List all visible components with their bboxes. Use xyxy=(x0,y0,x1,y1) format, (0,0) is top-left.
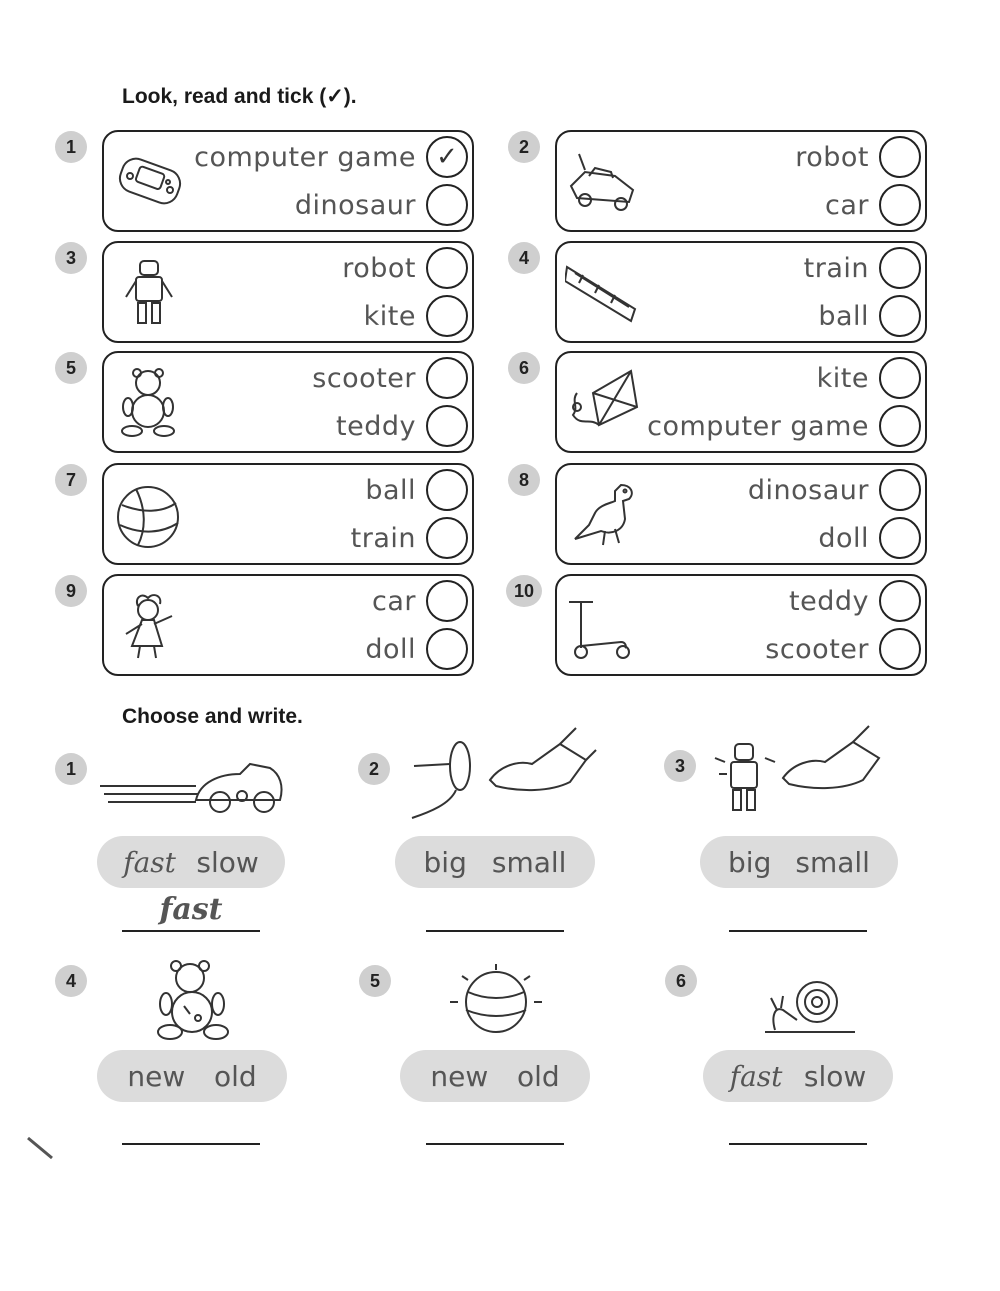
tick-circle[interactable] xyxy=(426,469,468,511)
option-word: dinosaur xyxy=(747,474,869,506)
choice-pill xyxy=(400,1050,590,1102)
tick-circle[interactable] xyxy=(426,295,468,337)
choice-word[interactable]: big xyxy=(423,845,467,879)
tick-circle[interactable] xyxy=(426,517,468,559)
choice-word[interactable]: slow xyxy=(196,845,259,879)
option-row[interactable] xyxy=(342,245,468,291)
option-row[interactable] xyxy=(365,626,468,672)
item-number: 10 xyxy=(506,575,542,607)
option-row[interactable] xyxy=(748,467,921,513)
option-row[interactable] xyxy=(804,245,921,291)
tick-circle[interactable] xyxy=(879,184,921,226)
tick-circle[interactable] xyxy=(879,628,921,670)
option-word: scooter xyxy=(312,362,416,394)
item-number: 2 xyxy=(358,753,390,785)
item-number: 2 xyxy=(508,131,540,163)
option-word: dinosaur xyxy=(294,189,416,221)
tick-circle[interactable] xyxy=(426,628,468,670)
tick-circle[interactable] xyxy=(879,247,921,289)
item-number: 8 xyxy=(508,464,540,496)
train-icon xyxy=(565,257,641,329)
option-word: train xyxy=(350,522,416,554)
option-row[interactable] xyxy=(795,134,921,180)
option-row[interactable] xyxy=(336,403,468,449)
option-word: car xyxy=(825,189,869,221)
tick-circle[interactable] xyxy=(426,405,468,447)
option-row[interactable] xyxy=(789,578,921,624)
item-number: 3 xyxy=(55,242,87,274)
answer-line[interactable] xyxy=(122,1103,260,1145)
item-number: 4 xyxy=(508,242,540,274)
dinosaur-icon xyxy=(565,479,641,551)
choice-word[interactable]: old xyxy=(516,1059,560,1093)
item-number: 3 xyxy=(664,750,696,782)
option-row[interactable] xyxy=(372,578,468,624)
option-word: kite xyxy=(363,300,416,332)
choice-pill xyxy=(97,836,285,888)
tick-circle[interactable] xyxy=(879,517,921,559)
option-word: teddy xyxy=(789,585,869,617)
answer-text: fast xyxy=(159,892,223,927)
robot-icon xyxy=(112,257,188,329)
choice-word[interactable]: slow xyxy=(803,1059,867,1093)
tick-circle[interactable] xyxy=(426,136,468,178)
tick-card-6 xyxy=(555,351,927,453)
car-icon xyxy=(565,146,641,218)
answer-line[interactable] xyxy=(729,890,867,932)
section-2-heading: Choose and write. xyxy=(122,705,303,728)
pencil-icon xyxy=(24,1134,58,1162)
item-number: 9 xyxy=(55,575,87,607)
tick-card-2 xyxy=(555,130,927,232)
tick-circle[interactable] xyxy=(426,184,468,226)
option-row[interactable] xyxy=(818,293,921,339)
tick-circle[interactable] xyxy=(879,469,921,511)
tick-card-1 xyxy=(102,130,474,232)
item-number: 6 xyxy=(508,352,540,384)
option-word: doll xyxy=(365,633,416,665)
item-number: 5 xyxy=(359,965,391,997)
choice-word[interactable]: fast xyxy=(729,1059,783,1093)
option-word: computer game xyxy=(194,141,416,173)
fast-car-icon xyxy=(100,752,290,818)
tick-circle[interactable] xyxy=(879,295,921,337)
choice-word[interactable]: new xyxy=(430,1059,489,1093)
option-word: scooter xyxy=(765,633,869,665)
ball-icon xyxy=(112,479,188,551)
choice-pill xyxy=(395,836,595,888)
tick-card-4 xyxy=(555,241,927,343)
choice-word[interactable]: big xyxy=(728,845,772,879)
option-word: teddy xyxy=(336,410,416,442)
tick-circle[interactable] xyxy=(426,247,468,289)
answer-line[interactable] xyxy=(122,890,260,932)
option-row[interactable] xyxy=(312,355,468,401)
option-word: robot xyxy=(342,252,416,284)
tick-circle[interactable] xyxy=(879,405,921,447)
tick-card-3 xyxy=(102,241,474,343)
option-word: doll xyxy=(818,522,869,554)
item-number: 4 xyxy=(55,965,87,997)
answer-line[interactable] xyxy=(426,1103,564,1145)
choice-pill xyxy=(703,1050,893,1102)
tick-card-9 xyxy=(102,574,474,676)
option-row[interactable] xyxy=(647,403,921,449)
option-row[interactable] xyxy=(365,467,468,513)
new-ball-icon xyxy=(446,960,546,1040)
computer-game-icon xyxy=(112,146,188,218)
option-word: car xyxy=(372,585,416,617)
old-teddy-icon xyxy=(150,958,240,1044)
option-word: computer game xyxy=(647,410,869,442)
teddy-icon xyxy=(112,367,188,439)
item-number: 1 xyxy=(55,131,87,163)
tick-card-5 xyxy=(102,351,474,453)
answer-line[interactable] xyxy=(426,890,564,932)
option-word: ball xyxy=(365,474,416,506)
tick-card-10 xyxy=(555,574,927,676)
kite-pointing-hand-icon xyxy=(400,720,600,820)
option-word: ball xyxy=(818,300,869,332)
item-number: 5 xyxy=(55,352,87,384)
kite-icon xyxy=(565,367,641,439)
tick-circle[interactable] xyxy=(879,580,921,622)
choice-word[interactable]: fast xyxy=(123,845,176,879)
option-word: robot xyxy=(795,141,869,173)
check-icon: ✓ xyxy=(436,142,458,172)
scooter-icon xyxy=(565,590,641,662)
tick-circle[interactable] xyxy=(879,136,921,178)
tick-card-8 xyxy=(555,463,927,565)
tick-circle[interactable] xyxy=(426,580,468,622)
option-row[interactable] xyxy=(364,293,468,339)
option-word: kite xyxy=(816,362,869,394)
option-row[interactable] xyxy=(295,182,468,228)
tick-circle[interactable] xyxy=(426,357,468,399)
item-number: 7 xyxy=(55,464,87,496)
tick-card-7 xyxy=(102,463,474,565)
option-row[interactable] xyxy=(818,515,921,561)
robot-pointing-hand-icon xyxy=(705,718,890,818)
option-row[interactable] xyxy=(351,515,468,561)
option-row[interactable] xyxy=(765,626,921,672)
choice-word[interactable]: small xyxy=(491,845,567,879)
doll-icon xyxy=(112,590,188,662)
tick-circle[interactable] xyxy=(879,357,921,399)
section-1-heading: Look, read and tick (✓). xyxy=(122,85,357,108)
choice-word[interactable]: new xyxy=(127,1059,186,1093)
option-row[interactable] xyxy=(825,182,921,228)
snail-icon xyxy=(755,976,865,1038)
option-row[interactable] xyxy=(817,355,921,401)
option-row[interactable] xyxy=(194,134,468,180)
choice-pill xyxy=(700,836,898,888)
option-word: train xyxy=(803,252,869,284)
choice-word[interactable]: old xyxy=(213,1059,257,1093)
item-number: 6 xyxy=(665,965,697,997)
item-number: 1 xyxy=(55,753,87,785)
choice-pill xyxy=(97,1050,287,1102)
answer-line[interactable] xyxy=(729,1103,867,1145)
choice-word[interactable]: small xyxy=(795,845,870,879)
